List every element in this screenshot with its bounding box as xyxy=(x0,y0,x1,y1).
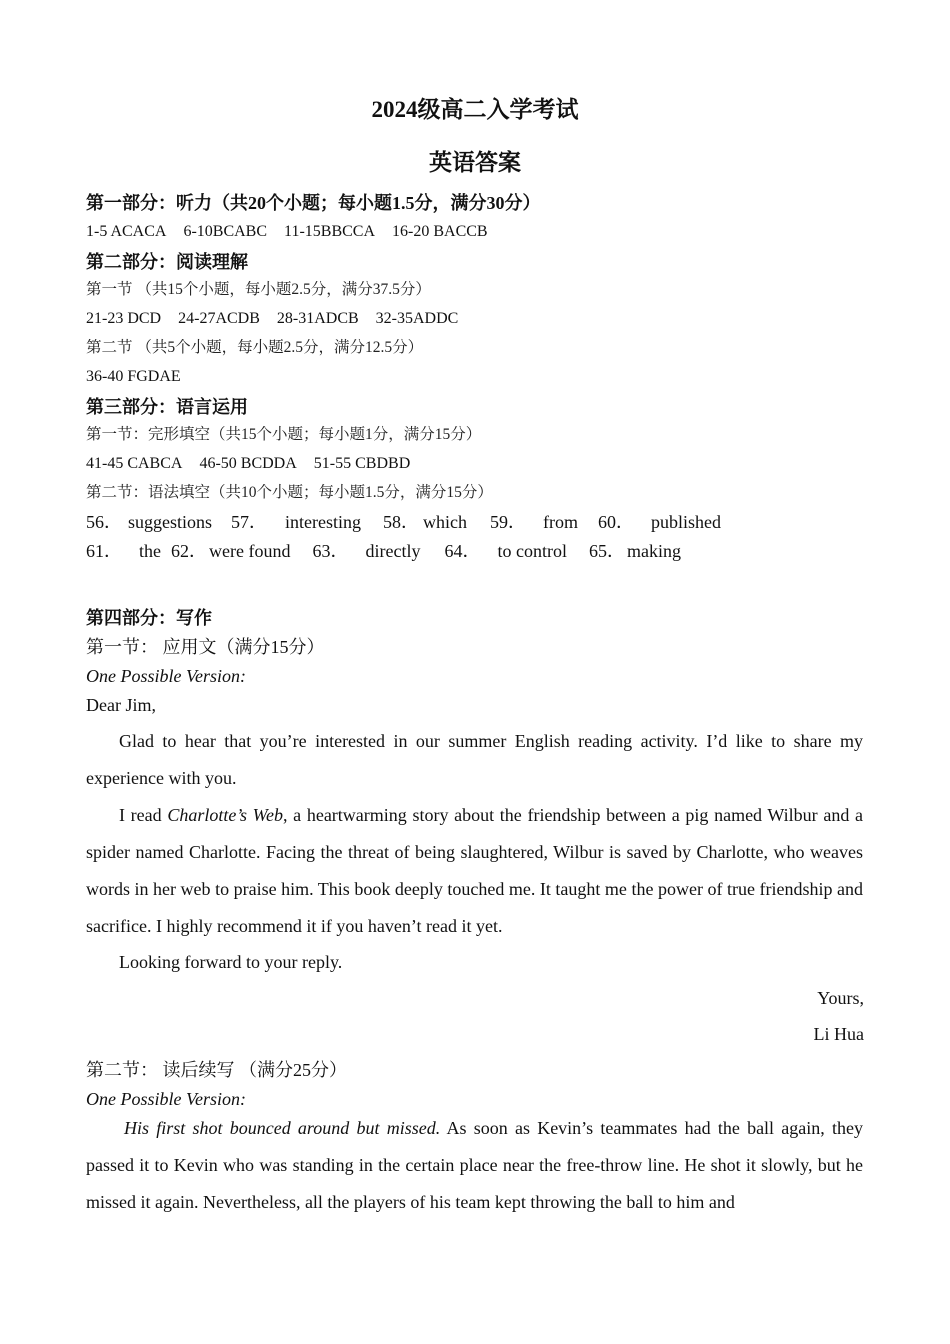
answer-group: 32-35ADDC xyxy=(375,310,459,327)
part3-heading: 第三部分：语言运用 xyxy=(86,397,248,417)
answer-group: 41-45 CABCA xyxy=(86,455,183,472)
version-label xyxy=(86,664,246,688)
part2-section1-answers xyxy=(86,308,458,330)
version-label-text: One Possible Version: xyxy=(86,666,246,686)
grammar-number: 58． xyxy=(383,512,419,532)
page-title: 2024级高二入学考试 xyxy=(371,97,579,122)
grammar-answer: which xyxy=(423,512,467,532)
part4-section1-heading: 第一节： 应用文（满分15分） xyxy=(86,637,325,657)
answer-group: 51-55 CBDBD xyxy=(313,455,411,472)
grammar-number: 60． xyxy=(598,512,634,532)
part3-section2-heading: 第二节：语法填空（共10个小题；每小题1.5分，满分15分） xyxy=(86,484,493,501)
letter-paragraph-3: Looking forward to your reply. xyxy=(119,952,343,972)
part1-heading: 第一部分：听力（共20个小题；每小题1.5分，满分30分） xyxy=(86,193,541,213)
letter-closing: Yours, xyxy=(817,988,864,1008)
continuation-lead: His first shot bounced around but missed. xyxy=(124,1118,441,1138)
grammar-answer: interesting xyxy=(285,512,361,532)
part2-section2-heading: 第二节 （共5个小题，每小题2.5分，满分12.5分） xyxy=(86,339,424,356)
answer-group: 28-31ADCB xyxy=(276,310,359,327)
continuation-text: As soon as Kevin’s teammates had the ball again, they passed it to Kevin who was standing in the certain place near the free-throw line. He shot it slowly, but he missed it again. Nevertheless, all the players of his team kept throwing the ball to him and xyxy=(86,1118,863,1212)
answer-group: 11-15BBCCA xyxy=(284,223,376,240)
part4-section2-heading: 第二节： 读后续写 （满分25分） xyxy=(86,1060,347,1080)
part3-section1-heading: 第一节：完形填空（共15个小题；每小题1分，满分15分） xyxy=(86,426,482,443)
grammar-answer: to control xyxy=(497,541,567,561)
grammar-number: 61． xyxy=(86,541,122,561)
answer-group: 6-10BCABC xyxy=(183,223,268,240)
part2-section1-heading: 第一节 （共15个小题，每小题2.5分，满分37.5分） xyxy=(86,281,431,298)
grammar-answer: were found xyxy=(209,541,291,561)
grammar-number: 65． xyxy=(588,541,625,561)
answer-group: 1-5 ACACA xyxy=(86,223,167,240)
part2-heading: 第二部分：阅读理解 xyxy=(86,252,248,272)
version-label-2-text: One Possible Version: xyxy=(86,1089,246,1109)
answer-group: 24-27ACDB xyxy=(178,310,260,327)
grammar-number: 57． xyxy=(231,512,268,532)
letter-paragraph-1: Glad to hear that you’re interested in our summer English reading activity. I’d like to share my experience with you. xyxy=(86,731,863,788)
grammar-row-2 xyxy=(86,539,681,563)
grammar-answer: the xyxy=(139,541,161,561)
letter-p2-start: I read xyxy=(119,805,168,825)
answer-group: 16-20 BACCB xyxy=(392,223,488,240)
letter-paragraph-2 xyxy=(86,797,863,945)
part1-answers xyxy=(86,221,488,243)
part2-section2-answers xyxy=(86,366,181,388)
continuation-paragraph xyxy=(86,1110,863,1221)
answer-group: 36-40 FGDAE xyxy=(86,368,181,385)
grammar-row-1 xyxy=(86,510,721,534)
grammar-answer: directly xyxy=(365,541,421,561)
letter-p2-rest: , a heartwarming story about the friendship between a pig named Wilbur and a spider named Charlotte. Facing the threat of being slaughtered, Wilbur is saved by Charlotte, who weaves words in her web to praise him. This book deeply touched me. It taught me the power of true friendship and sacrifice. I highly recommend it if you haven’t read it yet. xyxy=(86,805,863,936)
grammar-number: 56． xyxy=(86,512,122,532)
grammar-answer: making xyxy=(626,541,681,561)
answer-group: 46-50 BCDDA xyxy=(199,455,297,472)
page-subtitle: 英语答案 xyxy=(429,150,521,175)
grammar-answer: from xyxy=(543,512,578,532)
letter-signature: Li Hua xyxy=(813,1024,864,1044)
book-title: Charlotte’s Web xyxy=(167,805,283,825)
grammar-number: 62． xyxy=(171,541,207,561)
grammar-answer: suggestions xyxy=(128,512,213,532)
grammar-number: 63． xyxy=(312,541,349,561)
letter-salutation: Dear Jim, xyxy=(86,695,156,715)
grammar-number: 59． xyxy=(490,512,526,532)
part3-section1-answers xyxy=(86,453,410,475)
version-label-2 xyxy=(86,1087,246,1111)
answer-group: 21-23 DCD xyxy=(86,310,162,327)
grammar-answer: published xyxy=(651,512,721,532)
grammar-number: 64． xyxy=(444,541,481,561)
part4-heading: 第四部分：写作 xyxy=(86,608,212,628)
